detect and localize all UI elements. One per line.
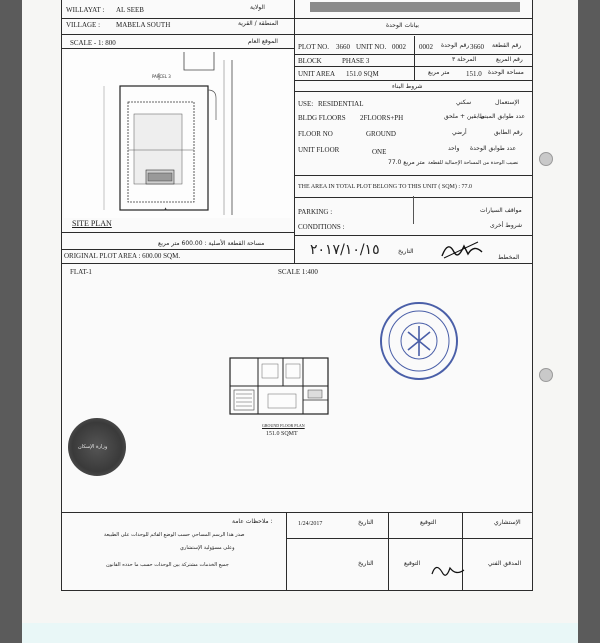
unit-data-title: بيانات الوحدة — [386, 22, 419, 29]
village-ar: المنطقة / القرية — [238, 20, 279, 27]
unit-area-ar: متر مربع — [428, 69, 450, 76]
seal-text: وزارة الإسكان — [78, 444, 108, 450]
floor-plan-caption: GROUND FLOOR PLAN — [262, 423, 305, 428]
willayat-value: AL SEEB — [116, 6, 144, 14]
svg-text:▲: ▲ — [164, 206, 168, 211]
unit-area-ar-label: مساحة الوحدة — [488, 69, 524, 76]
use-ar-label: الإستعمال — [495, 99, 520, 106]
site-plan-label: SITE PLAN — [72, 219, 112, 228]
note-1-ar: صدر هذا الرسم المساحي حسب الوضع القائم للوحدات على الطبيعة — [104, 532, 245, 538]
site-scale: SCALE - 1: 800 — [70, 39, 116, 47]
floor-plan-drawing — [228, 354, 332, 422]
village-label: VILLAGE : — [66, 21, 101, 29]
ministry-seal-icon — [68, 418, 126, 476]
use-value: RESIDENTIAL — [318, 100, 364, 108]
parking-label: PARKING : — [298, 208, 333, 216]
plot-no-ar: رقم القطعة — [492, 42, 522, 49]
unit-floor-value: ONE — [372, 148, 387, 156]
unit-date-ar: التاريخ — [398, 248, 414, 255]
flat-label: FLAT-1 — [70, 268, 92, 276]
block-ar: رقم المربع — [496, 56, 523, 63]
plot-no-label: PLOT NO. — [298, 43, 329, 51]
unit-area-label: UNIT AREA — [298, 70, 336, 78]
plot-area-ar: مساحة القطعة الأصلية : 600.00 متر مربع — [158, 240, 265, 247]
checker-ar: المدقق الفني — [488, 560, 522, 567]
unit-area-value: 151.0 SQM — [346, 70, 379, 78]
right-margin — [578, 0, 600, 643]
unit-floor-ar-label: عدد طوابق الوحدة — [470, 145, 517, 152]
consultant-date-value: 1/24/2017 — [298, 521, 323, 527]
share-ar-value: متر مربع 77.0 — [388, 159, 425, 166]
bottom-strip — [22, 623, 578, 643]
checker-date-ar: التاريخ — [358, 560, 374, 567]
willayat-ar: الولاية — [250, 4, 265, 11]
checker-signature — [428, 556, 468, 582]
floors-ar: طابقين + ملحق — [444, 113, 485, 120]
unit-no-right: 0002 — [419, 43, 433, 51]
planner-signature — [438, 238, 486, 262]
conditions-ar: شروط أخرى — [490, 222, 523, 229]
unit-no-value: 0002 — [392, 43, 406, 51]
original-plot-area: ORIGINAL PLOT AREA : 600.00 SQM. — [64, 252, 181, 260]
floors-label: BLDG FLOORS — [298, 114, 346, 122]
header-title-bar — [310, 2, 520, 12]
parking-ar: مواقف السيارات — [480, 207, 522, 214]
floor-no-ar: أرضي — [452, 129, 467, 136]
note-2-ar: وعلى مسؤولية الإستشاري — [180, 545, 235, 551]
checker-signature-ar: التوقيع — [404, 560, 421, 567]
site-plan-drawing — [64, 50, 292, 218]
unit-floor-ar: واحد — [448, 145, 460, 152]
plot-no-right: 3660 — [470, 43, 484, 51]
phase-ar: المرحلة ٣ — [452, 56, 477, 63]
handwritten-date: ٢٠١٧/١٠/١٥ — [310, 242, 380, 258]
flat-area: 151.0 SQMT — [266, 431, 298, 437]
use-label: USE: — [298, 100, 314, 108]
consultant-signature-ar: التوقيع — [420, 519, 437, 526]
floor-no-ar-label: رقم الطابق — [494, 129, 523, 136]
share-ar: نصيب الوحدة من المساحة الإجمالية للقطعة — [428, 160, 519, 166]
unit-area-right: 151.0 — [466, 70, 482, 78]
block-value: PHASE 3 — [342, 57, 370, 65]
share-en: THE AREA IN TOTAL PLOT BELONG TO THIS UNIT ( SQM) : 77.0 — [298, 184, 473, 190]
flat-scale: SCALE 1:400 — [278, 268, 318, 276]
site-general-ar: الموقع العام — [248, 38, 278, 45]
notes-ar: ملاحظات عامة : — [232, 518, 273, 525]
village-value: MABELA SOUTH — [116, 21, 171, 29]
punch-hole-icon — [539, 152, 553, 166]
svg-text:PARCEL 3: PARCEL 3 — [152, 74, 171, 79]
unit-floor-label: UNIT FLOOR — [298, 146, 340, 154]
conditions-label: CONDITIONS : — [298, 223, 345, 231]
note-3-ar: جميع الخدمات مشتركة بين الوحدات حسب ما حدده القانون — [106, 562, 229, 568]
consultant-ar: الإستشاري — [494, 519, 521, 526]
block-label: BLOCK — [298, 57, 322, 65]
planner-ar: المخطط — [498, 254, 520, 261]
floors-ar-label: عدد طوابق المبنى — [480, 113, 526, 120]
left-margin — [0, 0, 22, 643]
punch-hole-icon — [539, 368, 553, 382]
consultant-date-ar: التاريخ — [358, 519, 374, 526]
floors-value: 2FLOORS+PH — [360, 114, 404, 122]
plot-no-value: 3660 — [336, 43, 350, 51]
blue-stamp-icon — [378, 300, 460, 382]
unit-no-ar: رقم الوحدة — [441, 42, 470, 49]
building-conditions-ar: شروط البناء — [392, 83, 423, 90]
floor-no-label: FLOOR NO — [298, 130, 333, 138]
unit-no-label: UNIT NO. — [356, 43, 387, 51]
willayat-label: WILLAYAT : — [66, 6, 105, 14]
use-ar: سكني — [456, 99, 472, 106]
floor-no-value: GROUND — [366, 130, 396, 138]
